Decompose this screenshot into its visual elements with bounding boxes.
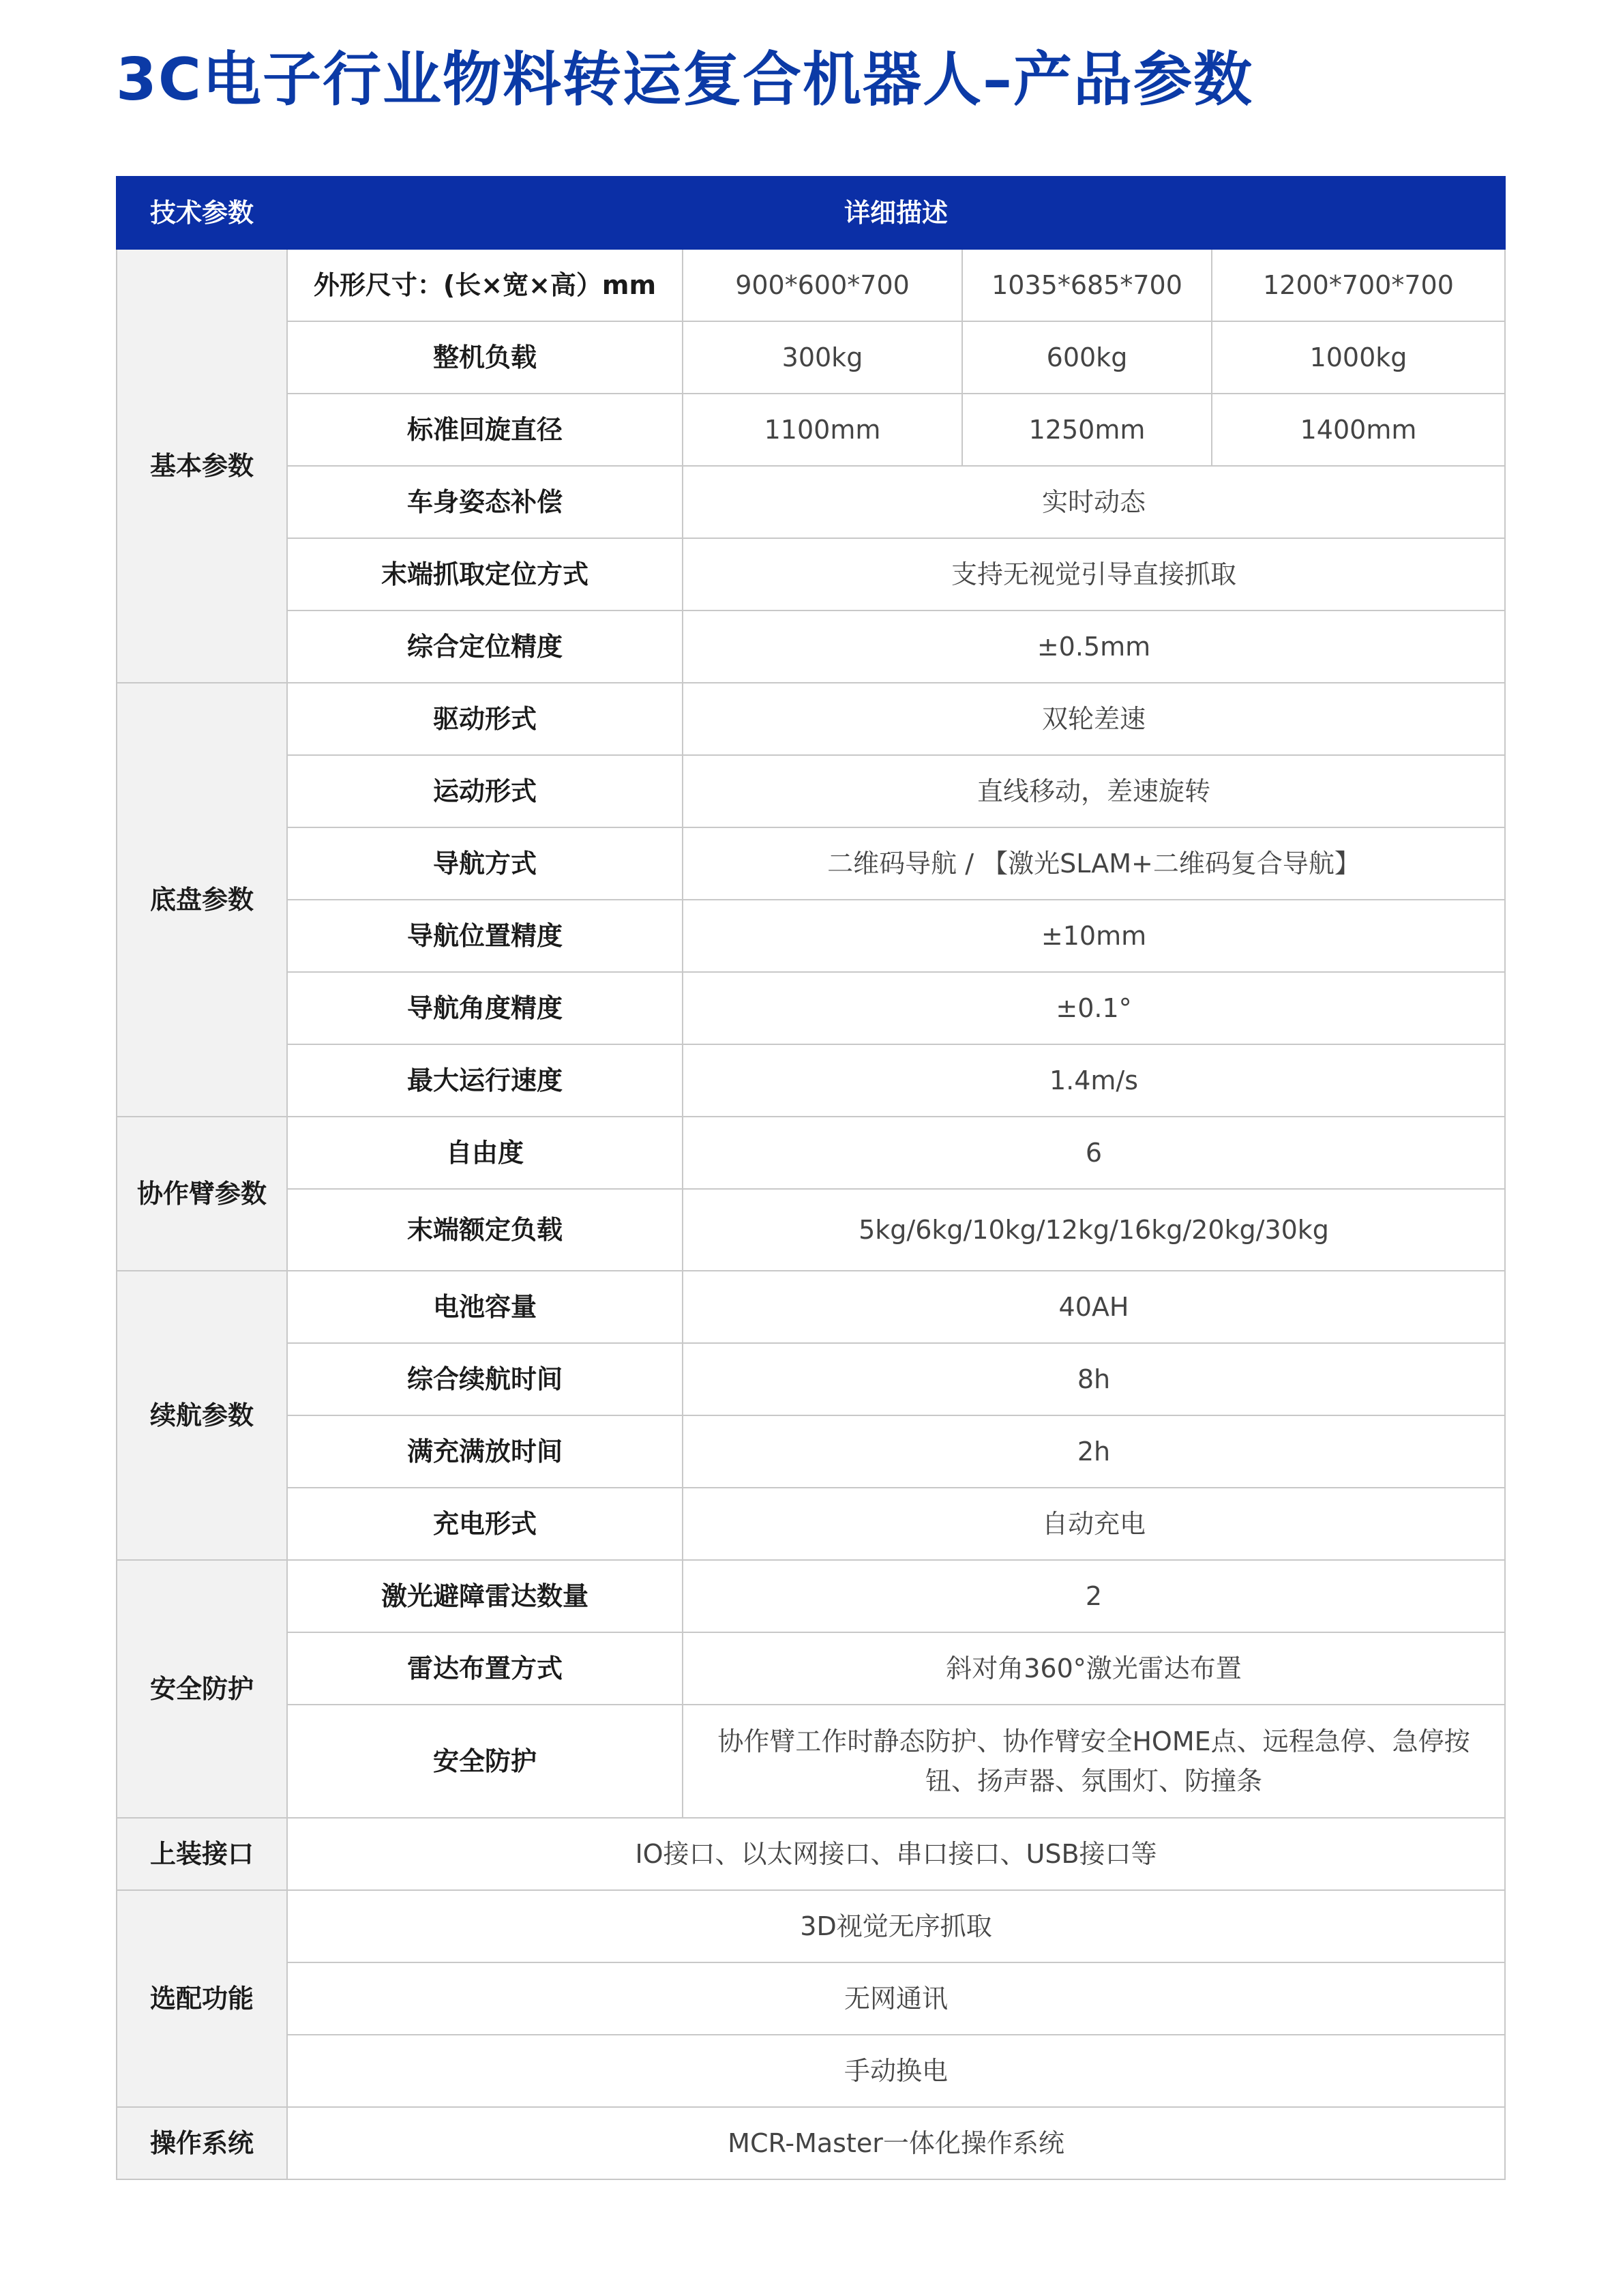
table-row	[117, 466, 1505, 538]
table-row	[117, 538, 1505, 610]
table-row	[117, 321, 1505, 394]
table-row	[117, 1705, 1505, 1818]
table-row	[117, 1415, 1505, 1488]
param-protection: 安全防护	[287, 1705, 683, 1818]
option-item: 手动换电	[287, 2035, 1505, 2107]
value-lidar-count: 2	[683, 1560, 1505, 1632]
param-dof: 自由度	[287, 1117, 683, 1189]
value-motion: 直线移动，差速旋转	[683, 755, 1505, 827]
param-size: 外形尺寸：(长×宽×高）mm	[287, 249, 683, 321]
category-os: 操作系统	[117, 2107, 287, 2179]
table-row	[117, 1343, 1505, 1415]
table-row	[117, 1962, 1505, 2035]
param-accuracy: 综合定位精度	[287, 610, 683, 683]
table-row	[117, 827, 1505, 900]
category-safety: 安全防护	[117, 1560, 287, 1818]
value-drive: 双轮差速	[683, 683, 1505, 755]
value-load-2: 600kg	[962, 321, 1212, 394]
table-row	[117, 972, 1505, 1044]
param-lidar-count: 激光避障雷达数量	[287, 1560, 683, 1632]
category-options: 选配功能	[117, 1890, 287, 2107]
category-arm: 协作臂参数	[117, 1117, 287, 1271]
table-row	[117, 1488, 1505, 1560]
value-load-3: 1000kg	[1212, 321, 1505, 394]
param-nav-angle: 导航角度精度	[287, 972, 683, 1044]
param-battery: 电池容量	[287, 1271, 683, 1343]
value-posture: 实时动态	[683, 466, 1505, 538]
value-turning-1: 1100mm	[683, 394, 962, 466]
value-interface: IO接口、以太网接口、串口接口、USB接口等	[287, 1818, 1505, 1890]
spec-table	[116, 176, 1506, 2180]
value-os: MCR-Master一体化操作系统	[287, 2107, 1505, 2179]
value-turning-3: 1400mm	[1212, 394, 1505, 466]
value-runtime: 8h	[683, 1343, 1505, 1415]
value-nav-position: ±10mm	[683, 900, 1505, 972]
table-row	[117, 1818, 1505, 1890]
table-row	[117, 610, 1505, 683]
value-charge-mode: 自动充电	[683, 1488, 1505, 1560]
value-nav: 二维码导航 / 【激光SLAM+二维码复合导航】	[683, 827, 1505, 900]
table-row	[117, 683, 1505, 755]
category-endurance: 续航参数	[117, 1271, 287, 1560]
value-battery: 40AH	[683, 1271, 1505, 1343]
value-size-3: 1200*700*700	[1212, 249, 1505, 321]
value-dof: 6	[683, 1117, 1505, 1189]
table-header-row	[117, 177, 1505, 249]
table-row	[117, 1560, 1505, 1632]
value-lidar-layout: 斜对角360°激光雷达布置	[683, 1632, 1505, 1705]
value-load-1: 300kg	[683, 321, 962, 394]
table-row	[117, 249, 1505, 321]
param-drive: 驱动形式	[287, 683, 683, 755]
param-speed: 最大运行速度	[287, 1044, 683, 1117]
value-charge-time: 2h	[683, 1415, 1505, 1488]
category-basic: 基本参数	[117, 249, 287, 683]
param-grab: 末端抓取定位方式	[287, 538, 683, 610]
category-chassis: 底盘参数	[117, 683, 287, 1117]
param-motion: 运动形式	[287, 755, 683, 827]
table-row	[117, 2107, 1505, 2179]
value-size-1: 900*600*700	[683, 249, 962, 321]
param-nav-position: 导航位置精度	[287, 900, 683, 972]
value-size-2: 1035*685*700	[962, 249, 1212, 321]
table-row	[117, 1189, 1505, 1271]
table-row	[117, 1271, 1505, 1343]
value-accuracy: ±0.5mm	[683, 610, 1505, 683]
table-row	[117, 1117, 1505, 1189]
table-row	[117, 1044, 1505, 1117]
page-title: 3C电子行业物料转运复合机器人–产品参数	[116, 46, 1253, 114]
param-arm-payload: 末端额定负载	[287, 1189, 683, 1271]
value-turning-2: 1250mm	[962, 394, 1212, 466]
param-runtime: 综合续航时间	[287, 1343, 683, 1415]
option-item: 3D视觉无序抓取	[287, 1890, 1505, 1962]
value-grab: 支持无视觉引导直接抓取	[683, 538, 1505, 610]
value-protection: 协作臂工作时静态防护、协作臂安全HOME点、远程急停、急停按钮、扬声器、氛围灯、防撞条	[683, 1705, 1505, 1818]
table-row	[117, 1632, 1505, 1705]
table-row	[117, 2035, 1505, 2107]
param-posture: 车身姿态补偿	[287, 466, 683, 538]
param-load: 整机负载	[287, 321, 683, 394]
param-turning: 标准回旋直径	[287, 394, 683, 466]
param-charge-mode: 充电形式	[287, 1488, 683, 1560]
param-nav: 导航方式	[287, 827, 683, 900]
option-item: 无网通讯	[287, 1962, 1505, 2035]
table-row	[117, 1890, 1505, 1962]
param-charge-time: 满充满放时间	[287, 1415, 683, 1488]
value-nav-angle: ±0.1°	[683, 972, 1505, 1044]
header-description: 详细描述	[287, 177, 1505, 249]
value-arm-payload: 5kg/6kg/10kg/12kg/16kg/20kg/30kg	[683, 1189, 1505, 1271]
param-lidar-layout: 雷达布置方式	[287, 1632, 683, 1705]
value-speed: 1.4m/s	[683, 1044, 1505, 1117]
table-row	[117, 394, 1505, 466]
table-row	[117, 900, 1505, 972]
table-row	[117, 755, 1505, 827]
category-interface: 上装接口	[117, 1818, 287, 1890]
header-tech-params: 技术参数	[117, 177, 287, 249]
